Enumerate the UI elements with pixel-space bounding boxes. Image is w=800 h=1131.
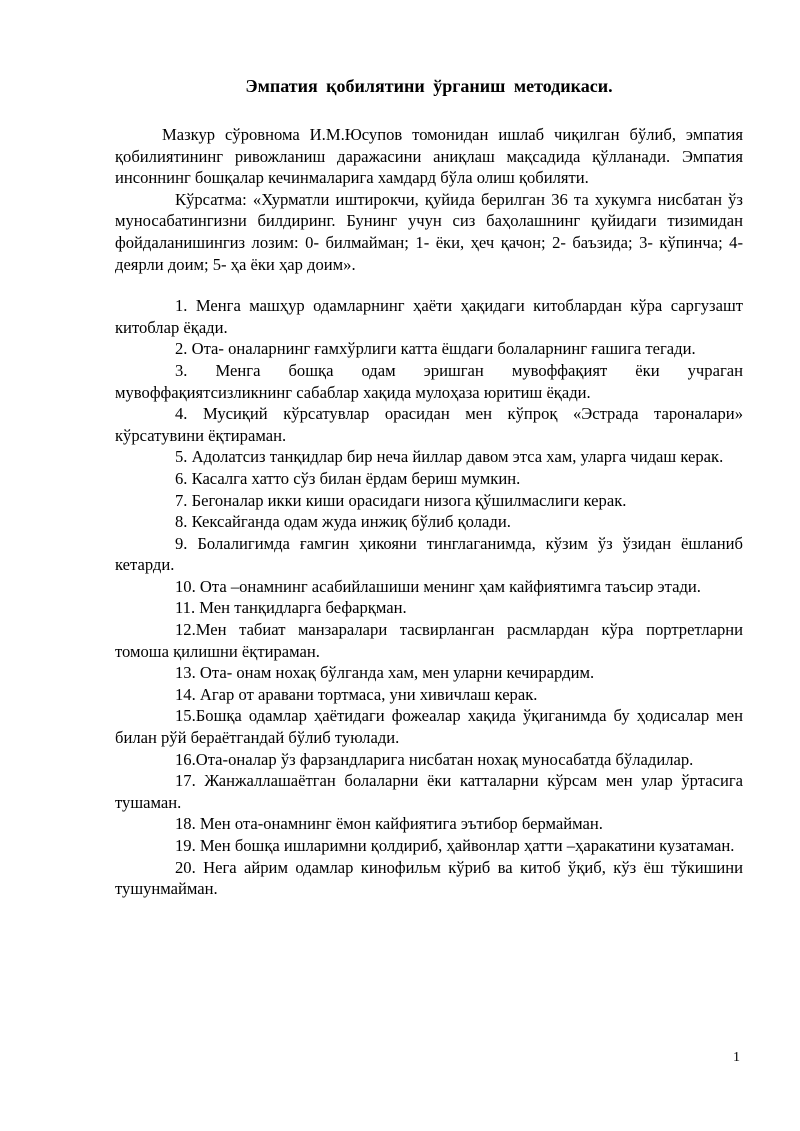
- statement-item: 7. Бегоналар икки киши орасидаги низога қўшилмаслиги керак.: [175, 490, 627, 510]
- document-body: [115, 124, 743, 900]
- instruction-paragraph: Кўрсатма: «Хурматли иштирокчи, қуйида берилган 36 та хукумга нисбатан ўз муносабатингизни билдиринг. Бунинг учун сиз баҳолашнинг қуйидаги тизимидан фойдаланишингиз лозим: 0- билмайман; 1- ёки, ҳеч қачон; 2- баъзида; 3- кўпинча; 4- деярли доим; 5- ҳа ёки ҳар доим».: [115, 189, 743, 274]
- statement-item: 4. Мусиқий кўрсатувлар орасидан мен кўпроқ «Эстрада тароналари» кўрсатувини ёқтираман.: [115, 404, 743, 445]
- statement-item: 6. Касалга хатто сўз билан ёрдам бериш мумкин.: [175, 468, 521, 488]
- statement-item: 16.Ота-оналар ўз фарзандларига нисбатан нохақ муносабатда бўладилар.: [175, 749, 694, 769]
- statement-item: 12.Мен табиат манзаралари тасвирланган расмлардан кўра портретларни томоша қилишни ёқтираман.: [115, 620, 743, 661]
- statement-item: 18. Мен ота-онамнинг ёмон кайфиятига эътибор бермайман.: [175, 814, 603, 834]
- statement-item: 15.Бошқа одамлар ҳаётидаги фожеалар хақида ўқиганимда бу ҳодисалар мен билан рўй бераётгандай бўлиб туюлади.: [115, 706, 743, 748]
- statement-list: [115, 295, 743, 900]
- statement-item: 5. Адолатсиз танқидлар бир неча йиллар давом этса хам, уларга чидаш керак.: [175, 447, 724, 467]
- statement-item: 8. Кексайганда одам жуда инжиқ бўлиб қолади.: [175, 512, 511, 532]
- intro-paragraph: Мазкур сўровнома И.М.Юсупов томонидан ишлаб чиқилган бўлиб, эмпатия қобилиятининг ривожланиш даражасини аниқлаш мақсадида қўлланади. Эмпатия инсоннинг бошқалар кечинмаларига хамдард бўла олиш қобиляти.: [115, 125, 743, 188]
- statement-item: 3. Менга бошқа одам эришган мувоффақият ёки учраган мувоффақиятсизликнинг сабаблар хақида мулоҳаза юритиш ёқади.: [115, 360, 743, 402]
- statement-item: 1. Менга машҳур одамларнинг ҳаёти ҳақидаги китоблардан кўра саргузашт китоблар ёқади.: [115, 296, 743, 337]
- statement-item: 19. Мен бошқа ишларимни қолдириб, ҳайвонлар ҳатти –ҳаракатини кузатаман.: [175, 836, 735, 855]
- statement-item: 2. Ота- оналарнинг ғамхўрлиги катта ёшдаги болаларнинг ғашига тегади.: [175, 339, 696, 359]
- statement-item: 14. Агар от аравани тортмаса, уни хивичлаш керак.: [175, 684, 538, 704]
- statement-item: 17. Жанжаллашаётган болаларни ёки катталарни кўрсам мен улар ўртасига тушаман.: [115, 771, 743, 812]
- statement-item: 13. Ота- онам нохақ бўлганда хам, мен уларни кечирардим.: [175, 663, 595, 683]
- statement-item: 20. Нега айрим одамлар кинофильм кўриб ва китоб ўқиб, кўз ёш тўкишини тушунмайман.: [115, 857, 743, 899]
- statement-item: 11. Мен танқидларга бефарқман.: [175, 598, 407, 618]
- page-number: 1: [733, 1050, 740, 1065]
- statement-item: 9. Болалигимда ғамгин ҳикояни тинглаганимда, кўзим ўз ўзидан ёшланиб кетарди.: [115, 533, 743, 575]
- document-title: Эмпатия қобилятини ўрганиш методикаси.: [245, 76, 613, 96]
- statement-item: 10. Ота –онамнинг асабийлашиши менинг ҳам кайфиятимга таъсир этади.: [175, 576, 701, 596]
